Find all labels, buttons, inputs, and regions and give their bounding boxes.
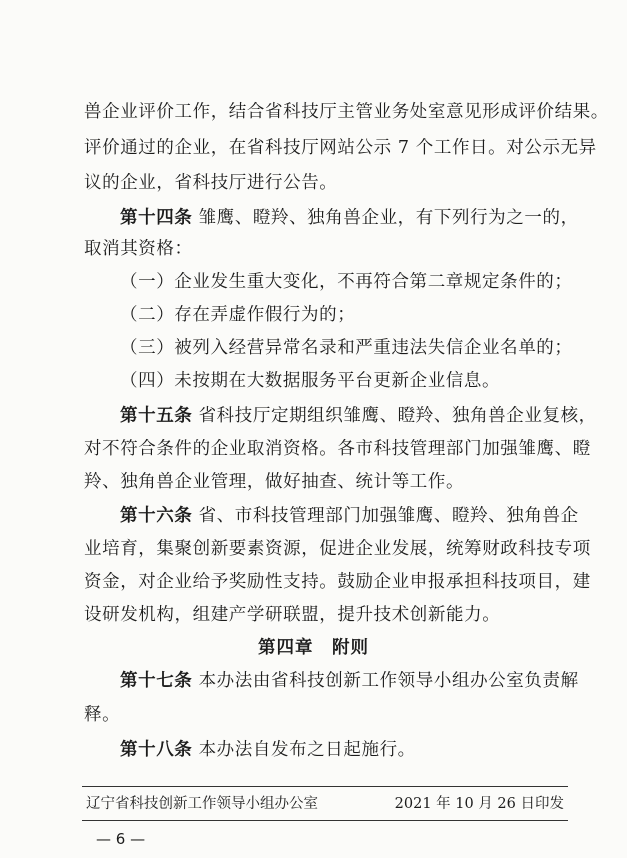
article-text: 本办法由省科技创新工作领导小组办公室负责解 xyxy=(198,671,579,691)
list-item: （三）被列入经营异常名录和严重违法失信企业名单的； xyxy=(120,338,573,358)
body-line: 评价通过的企业，在省科技厅网站公示 7 个工作日。对公示无异 xyxy=(84,138,597,158)
article-text: 本办法自发布之日起施行。 xyxy=(198,740,416,760)
body-line: 议的企业，省科技厅进行公告。 xyxy=(84,173,338,193)
body-line: 资金，对企业给予奖励性支持。鼓励企业申报承担科技项目，建 xyxy=(84,572,591,592)
body-line: 设研发机构，组建产学研联盟，提升技术创新能力。 xyxy=(84,605,501,625)
body-line: 对不符合条件的企业取消资格。各市科技管理部门加强雏鹰、瞪 xyxy=(84,439,591,459)
article-label: 第十四条 xyxy=(120,208,193,228)
article-text: 雏鹰、瞪羚、独角兽企业，有下列行为之一的， xyxy=(198,208,579,228)
body-line: 羚、独角兽企业管理，做好抽查、统计等工作。 xyxy=(84,472,465,492)
article-label: 第十七条 xyxy=(120,671,193,691)
issue-date: 2021 年 10 月 26 日印发 xyxy=(394,796,564,812)
body-line: 取消其资格： xyxy=(84,239,193,259)
issuer-name: 辽宁省科技创新工作领导小组办公室 xyxy=(86,796,318,812)
list-item: （四）未按期在大数据服务平台更新企业信息。 xyxy=(120,371,501,391)
footer-top-rule xyxy=(82,786,568,787)
article-18 xyxy=(120,738,564,762)
article-15 xyxy=(120,404,597,428)
list-item: （一）企业发生重大变化，不再符合第二章规定条件的； xyxy=(120,272,573,292)
list-item: （二）存在弄虚作假行为的； xyxy=(120,305,356,325)
article-label: 第十五条 xyxy=(120,406,193,426)
article-16 xyxy=(120,504,579,528)
article-17 xyxy=(120,669,579,693)
article-label: 第十六条 xyxy=(120,506,193,526)
body-line: 释。 xyxy=(84,705,121,725)
body-line: 业培育，集聚创新要素资源，促进企业发展，统筹财政科技专项 xyxy=(84,539,591,559)
chapter-heading: 第四章 附则 xyxy=(258,638,369,658)
article-14 xyxy=(120,206,579,230)
body-line: 兽企业评价工作，结合省科技厅主管业务处室意见形成评价结果。 xyxy=(84,102,609,122)
article-text: 省科技厅定期组织雏鹰、瞪羚、独角兽企业复核， xyxy=(198,406,597,426)
page-number: — 6 — xyxy=(96,830,146,848)
article-label: 第十八条 xyxy=(120,740,193,760)
footer-bottom-rule xyxy=(82,820,568,821)
article-text: 省、市科技管理部门加强雏鹰、瞪羚、独角兽企 xyxy=(198,506,579,526)
